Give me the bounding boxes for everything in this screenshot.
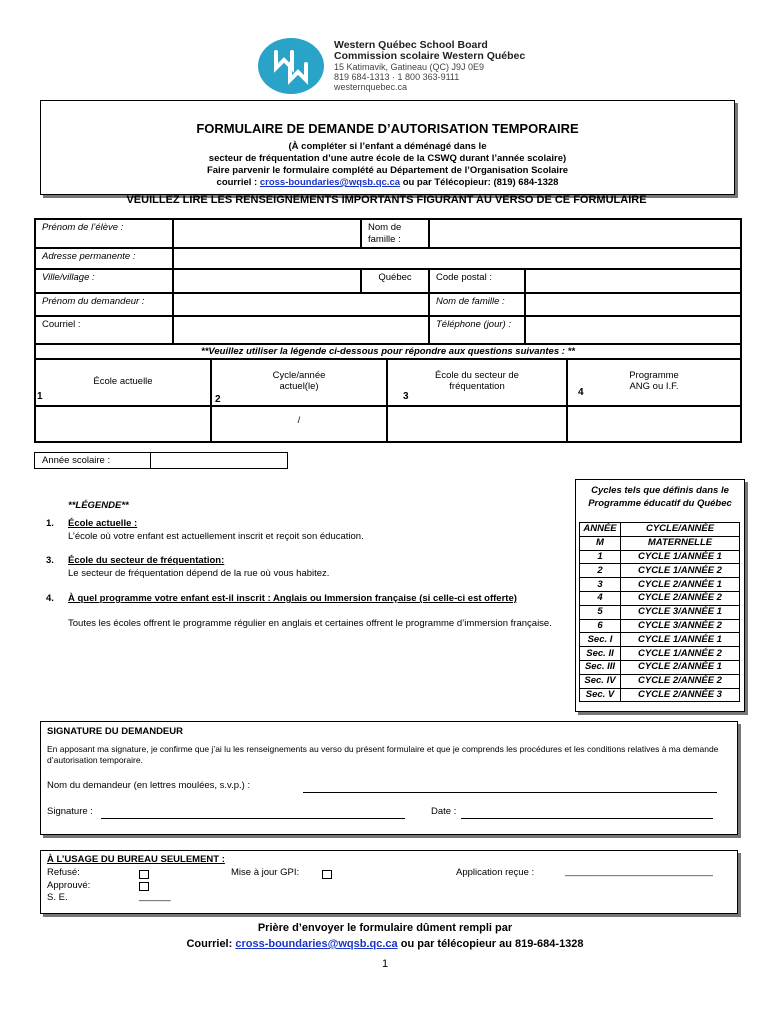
footer-instruction: Prière d’envoyer le formulaire dûment rempli par <box>257 922 513 934</box>
header-email-link[interactable]: cross-boundaries@wqsb.qc.ca <box>259 177 401 188</box>
col-number-4: 4 <box>578 387 584 398</box>
se-line[interactable]: ______ <box>139 891 171 902</box>
input-courriel[interactable] <box>173 316 429 344</box>
cycles-row <box>580 578 740 592</box>
label-nom-demandeur: Nom du demandeur (en lettres moulées, s.v.p.) : <box>47 780 251 791</box>
cycles-row <box>580 619 740 633</box>
input-cycle-annee[interactable] <box>211 406 387 442</box>
col-ecole-actuelle <box>35 359 211 406</box>
logo-block <box>258 38 578 100</box>
cycles-cycle-cell: CYCLE 3/ANNÉE 1 <box>621 605 740 619</box>
legend-item-4-number: 4. <box>46 593 54 604</box>
office-use-section <box>40 850 738 914</box>
cycles-row <box>580 591 740 605</box>
header-line-2: secteur de fréquentation d’une autre école de la CSWQ durant l’année scolaire) <box>208 153 567 164</box>
label-nom-famille-demandeur: Nom de famille : <box>429 293 525 316</box>
col-number-3: 3 <box>403 391 409 402</box>
cycles-box <box>575 479 745 712</box>
label-courriel: Courriel : <box>35 316 173 344</box>
label-annee-scolaire: Année scolaire : <box>35 453 151 468</box>
cycles-cycle-cell: CYCLE 2/ANNÉE 2 <box>621 591 740 605</box>
cycles-cycle-cell: CYCLE 3/ANNÉE 2 <box>621 619 740 633</box>
cycles-annee-cell: 5 <box>580 605 621 619</box>
label-ville: Ville/village : <box>35 269 173 293</box>
cycles-cycle-cell: CYCLE 1/ANNÉE 1 <box>621 633 740 647</box>
legend-item-3-text: Le secteur de fréquentation dépend de la rue où vous habitez. <box>68 568 330 579</box>
legend-item-4-text: Toutes les écoles offrent le programme régulier en anglais et certaines offrent le programme d’immersion française. <box>68 618 552 629</box>
label-code-postal: Code postal : <box>429 269 525 293</box>
cycles-annee-cell: Sec. III <box>580 660 621 674</box>
cycles-cycle-cell: CYCLE 1/ANNÉE 1 <box>621 550 740 564</box>
signature-title: SIGNATURE DU DEMANDEUR <box>47 726 183 737</box>
input-nom-famille[interactable] <box>429 219 741 248</box>
col-number-1: 1 <box>37 391 43 402</box>
cycles-row <box>580 605 740 619</box>
input-date-line[interactable] <box>461 818 713 819</box>
school-board-logo-icon <box>258 38 324 94</box>
org-address: 15 Katimavik, Gatineau (QC) J9J 0E9 <box>334 62 485 72</box>
cycles-annee-cell: M <box>580 536 621 550</box>
cycles-row <box>580 550 740 564</box>
cycles-annee-cell: 1 <box>580 550 621 564</box>
legend-title: **LÉGENDE** <box>68 500 129 511</box>
header-line-4 <box>41 177 734 188</box>
header-line-1: (À compléter si l’enfant a déménagé dans le <box>288 141 487 152</box>
input-nom-famille-demandeur[interactable] <box>525 293 741 316</box>
input-signature-line[interactable] <box>101 818 405 819</box>
header-email-prefix: courriel : <box>216 177 258 188</box>
label-signature: Signature : <box>47 806 93 817</box>
gpi-checkbox[interactable] <box>322 870 332 879</box>
cycles-cycle-cell: CYCLE 2/ANNÉE 1 <box>621 578 740 592</box>
legend-item-4-heading: À quel programme votre enfant est-il inscrit : Anglais ou Immersion française (si celle-ci est offerte) <box>68 593 517 604</box>
cycles-cycle-cell: CYCLE 2/ANNÉE 2 <box>621 674 740 688</box>
cycles-header-annee: ANNÉE <box>580 523 621 537</box>
input-annee-scolaire[interactable] <box>152 453 287 468</box>
school-year-field <box>34 452 288 469</box>
footer-contact <box>0 938 770 950</box>
cycles-row <box>580 633 740 647</box>
input-ecole-secteur[interactable] <box>387 406 567 442</box>
legend-instruction: **Veuillez utiliser la légende ci-dessous pour répondre aux questions suivantes : ** <box>35 344 741 359</box>
cycles-header-row <box>580 523 740 537</box>
input-code-postal[interactable] <box>525 269 741 293</box>
input-prenom-eleve[interactable] <box>173 219 361 248</box>
cycles-cycle-cell: CYCLE 1/ANNÉE 2 <box>621 647 740 661</box>
col-cycle-annee-label: Cycle/année actuel(le) <box>272 370 326 392</box>
signature-section <box>40 721 738 835</box>
form-title: FORMULAIRE DE DEMANDE D’AUTORISATION TEMPORAIRE <box>196 121 579 136</box>
application-recue-line[interactable]: ____________________________ <box>565 866 713 877</box>
label-prenom-demandeur: Prénom du demandeur : <box>35 293 173 316</box>
cycles-annee-cell: Sec. II <box>580 647 621 661</box>
input-telephone[interactable] <box>525 316 741 344</box>
footer-fax: ou par télécopieur au 819-684-1328 <box>400 938 584 950</box>
label-telephone: Téléphone (jour) : <box>429 316 525 344</box>
org-name-fr: Commission scolaire Western Québec <box>334 50 526 62</box>
label-adresse: Adresse permanente : <box>35 248 173 269</box>
legend-item-3-number: 3. <box>46 555 54 566</box>
cycles-annee-cell: Sec. IV <box>580 674 621 688</box>
cycles-row <box>580 674 740 688</box>
province-label: Québec <box>361 269 429 293</box>
label-approuve: Approuvé: <box>47 880 91 891</box>
label-gpi: Mise à jour GPI: <box>231 867 300 878</box>
logo-mark-icon <box>258 38 324 94</box>
org-name-en: Western Québec School Board <box>334 39 488 51</box>
label-date: Date : <box>431 806 457 817</box>
cycles-row <box>580 564 740 578</box>
cycles-annee-cell: 4 <box>580 591 621 605</box>
cycles-table <box>579 522 740 702</box>
cycles-row <box>580 536 740 550</box>
col-ecole-secteur <box>387 359 567 406</box>
org-website: westernquebec.ca <box>334 82 408 92</box>
cycles-annee-cell: 2 <box>580 564 621 578</box>
cycles-annee-cell: Sec. I <box>580 633 621 647</box>
input-adresse[interactable] <box>173 248 741 269</box>
input-ecole-actuelle[interactable] <box>35 406 211 442</box>
legend-item-1-number: 1. <box>46 518 54 529</box>
cycles-row <box>580 660 740 674</box>
cycles-annee-cell: 6 <box>580 619 621 633</box>
cycles-annee-cell: 3 <box>580 578 621 592</box>
cycles-cycle-cell: CYCLE 2/ANNÉE 3 <box>621 688 740 702</box>
footer-email-link[interactable]: cross-boundaries@wqsb.qc.ca <box>235 938 398 950</box>
legend-item-1-text: L’école où votre enfant est actuellement inscrit et reçoit son éducation. <box>68 531 364 542</box>
label-application-recue: Application reçue : <box>456 867 535 878</box>
org-phones: 819 684-1313 · 1 800 363-9111 <box>334 72 460 82</box>
header-line-3: Faire parvenir le formulaire complété au Département de l’Organisation Scolaire <box>206 165 569 176</box>
col-ecole-actuelle-label: École actuelle <box>93 376 153 387</box>
approuve-checkbox[interactable] <box>139 882 149 891</box>
cycles-annee-cell: Sec. V <box>580 688 621 702</box>
input-programme[interactable] <box>567 406 741 442</box>
col-programme <box>567 359 741 406</box>
cycles-row <box>580 688 740 702</box>
input-ville[interactable] <box>173 269 361 293</box>
input-prenom-demandeur[interactable] <box>173 293 429 316</box>
organization-info <box>334 40 525 92</box>
footer-email-prefix: Courriel: <box>186 938 233 950</box>
cycles-cycle-cell: CYCLE 1/ANNÉE 2 <box>621 564 740 578</box>
important-notice: VEUILLEZ LIRE LES RENSEIGNEMENTS IMPORTANTS FIGURANT AU VERSO DE CE FORMULAIRE <box>126 194 647 206</box>
refuse-checkbox[interactable] <box>139 870 149 879</box>
student-info-grid <box>34 218 742 443</box>
cycles-title: Cycles tels que définis dans le Programme éducatif du Québec <box>588 485 732 509</box>
label-refuse: Refusé: <box>47 867 80 878</box>
cycles-header-cycle: CYCLE/ANNÉE <box>621 523 740 537</box>
cycles-cycle-cell: MATERNELLE <box>621 536 740 550</box>
col-cycle-annee <box>211 359 387 406</box>
header-email-suffix: ou par Télécopieur: (819) 684-1328 <box>402 177 559 188</box>
label-nom-famille: Nom de famille : <box>361 219 429 248</box>
label-prenom-eleve: Prénom de l’élève : <box>35 219 173 248</box>
page-number: 1 <box>381 958 389 970</box>
cycles-row <box>580 647 740 661</box>
signature-declaration: En apposant ma signature, je confirme que j’ai lu les renseignements au verso du présent formulaire et que je comprends les procédures et les conditions relatives à ma demande d’autorisation temporaire. <box>47 744 719 765</box>
cycles-cycle-cell: CYCLE 2/ANNÉE 1 <box>621 660 740 674</box>
form-header-box <box>40 100 735 195</box>
col-programme-label: Programme ANG ou I.F. <box>629 370 679 392</box>
legend-item-1-heading: École actuelle : <box>68 518 138 529</box>
col-number-2: 2 <box>215 394 221 405</box>
col-ecole-secteur-label: École du secteur de fréquentation <box>435 370 519 392</box>
legend-item-3-heading: École du secteur de fréquentation: <box>68 555 225 566</box>
office-use-title: À L’USAGE DU BUREAU SEULEMENT : <box>47 854 225 865</box>
cycle-separator: / <box>297 415 301 426</box>
input-nom-demandeur-line[interactable] <box>303 792 717 793</box>
label-se: S. E. <box>47 892 68 903</box>
